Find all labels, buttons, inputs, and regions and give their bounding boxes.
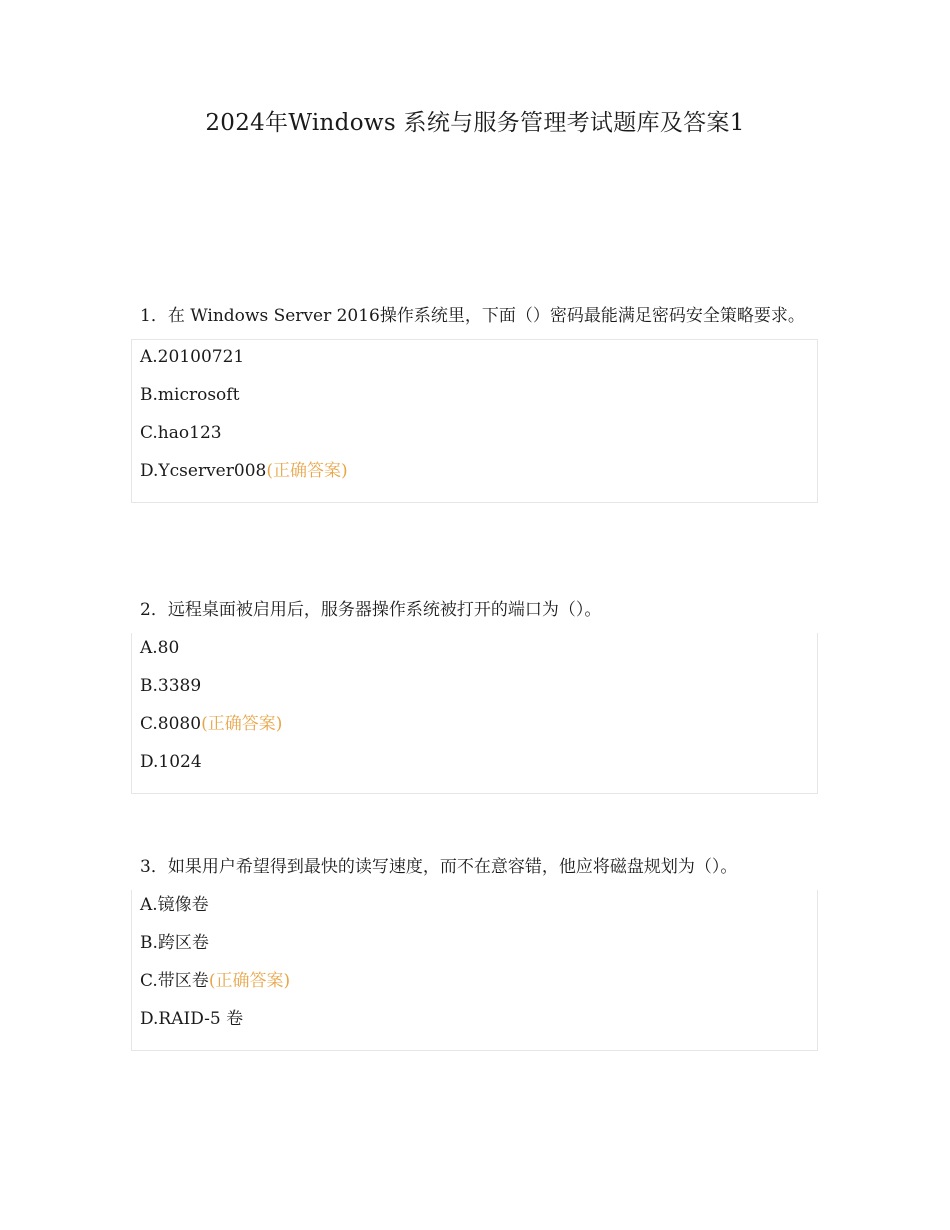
option-a[interactable] <box>140 635 817 673</box>
option-d[interactable] <box>140 749 817 787</box>
question-1 <box>140 298 820 503</box>
option-b[interactable] <box>140 382 817 420</box>
option-c[interactable] <box>140 968 817 1006</box>
question-3 <box>140 849 820 1051</box>
option-a[interactable] <box>140 344 817 382</box>
option-label: C.带区卷 <box>140 971 209 991</box>
option-c[interactable] <box>140 711 817 749</box>
question-2 <box>140 592 820 794</box>
option-label: C.8080 <box>140 714 202 734</box>
option-a[interactable] <box>140 892 817 930</box>
question-text: 1．在 Windows Server 2016操作系统里，下面（）密码最能满足密码安全策略要求。 <box>140 306 805 326</box>
option-c[interactable] <box>140 420 817 458</box>
option-label: D.Ycserver008 <box>140 461 267 481</box>
option-b[interactable] <box>140 673 817 711</box>
options-box <box>131 339 818 503</box>
option-label: C.hao123 <box>140 423 222 443</box>
options-box <box>131 633 818 794</box>
options-box <box>131 890 818 1051</box>
option-label: D.RAID-5 卷 <box>140 1009 244 1029</box>
option-label: A.20100721 <box>140 347 245 367</box>
correct-answer-mark: (正确答案) <box>266 461 348 481</box>
option-label: B.3389 <box>140 676 202 696</box>
option-label: B.microsoft <box>140 385 240 405</box>
question-text: 3．如果用户希望得到最快的读写速度，而不在意容错，他应将磁盘规划为（）。 <box>140 857 738 877</box>
document-title: 2024年Windows 系统与服务管理考试题库及答案1 <box>205 110 745 136</box>
option-d[interactable] <box>140 1006 817 1044</box>
option-label: D.1024 <box>140 752 202 772</box>
option-label: B.跨区卷 <box>140 933 209 953</box>
question-text: 2．远程桌面被启用后，服务器操作系统被打开的端口为（）。 <box>140 600 602 620</box>
correct-answer-mark: (正确答案) <box>208 971 291 991</box>
option-label: A.镜像卷 <box>140 895 209 915</box>
option-label: A.80 <box>140 638 180 658</box>
option-b[interactable] <box>140 930 817 968</box>
correct-answer-mark: (正确答案) <box>201 714 283 734</box>
option-d[interactable] <box>140 458 817 496</box>
